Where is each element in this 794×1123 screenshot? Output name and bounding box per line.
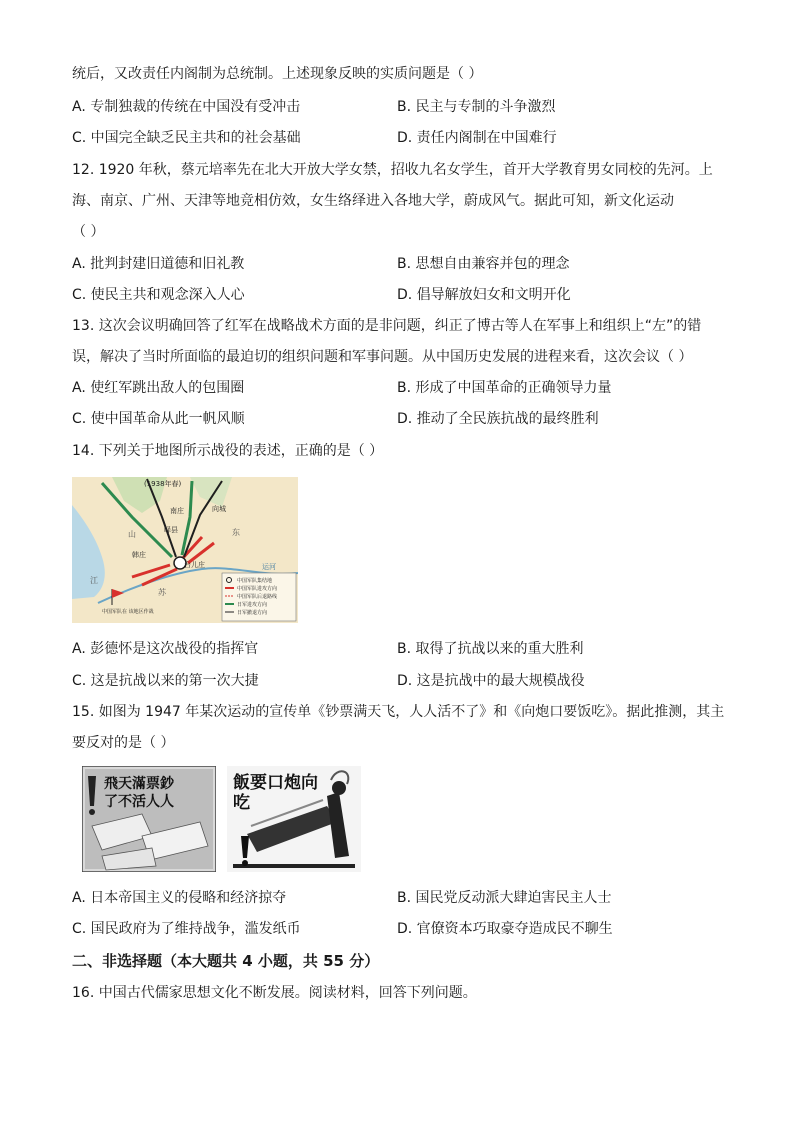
q14-option-b[interactable]: B. 取得了抗战以来的重大胜利 bbox=[397, 641, 584, 657]
map-label-hanzhuang: 韩庄 bbox=[132, 551, 146, 559]
poster1-title-line2: 了不活人人 bbox=[104, 794, 174, 810]
q15-stem-line1: 15. 如图为 1947 年某次运动的宣传单《钞票满天飞，人人活不了》和《向炮口要饭吃》。据此推测，其主 bbox=[72, 704, 725, 720]
map-year-label: (1938年春) bbox=[144, 480, 182, 488]
map-label-su: 苏 bbox=[158, 588, 166, 597]
q11-option-a[interactable]: A. 专制独裁的传统在中国没有受冲击 bbox=[72, 99, 301, 115]
q15-stem-line2: 要反对的是（ ） bbox=[72, 735, 175, 751]
map-flag-label: 中国军队在 该地区作战 bbox=[102, 609, 154, 615]
poster1-title-line1: 飛天滿票鈔 bbox=[104, 776, 174, 792]
q15-option-d[interactable]: D. 官僚资本巧取豪夺造成民不聊生 bbox=[397, 921, 613, 937]
q15-option-c[interactable]: C. 国民政府为了维持战争，滥发纸币 bbox=[72, 921, 301, 937]
map-label-taierzhuang: 台儿庄 bbox=[184, 561, 205, 569]
map-label-canal: 运河 bbox=[262, 563, 276, 571]
map-label-xiangcheng: 向城 bbox=[212, 505, 226, 513]
battle-map-svg bbox=[72, 477, 298, 623]
q15-option-a[interactable]: A. 日本帝国主义的侵略和经济掠夺 bbox=[72, 890, 287, 906]
q11-stem: 统后，又改责任内阁制为总统制。上述现象反映的实质问题是（ ） bbox=[72, 66, 483, 82]
legend-text-1: 中国军队集结地 bbox=[237, 578, 273, 584]
exclamation-dot-2 bbox=[242, 860, 248, 866]
q13-stem-line1: 13. 这次会议明确回答了红军在战略战术方面的是非问题，纠正了博古等人在军事上和组织上“左”的错 bbox=[72, 318, 702, 334]
q14-option-c[interactable]: C. 这是抗战以来的第一次大捷 bbox=[72, 673, 259, 689]
q12-stem-line1: 12. 1920 年秋，蔡元培率先在北大开放大学女禁，招收九名女学生，首开大学教育男女同校的先河。上 bbox=[72, 162, 713, 178]
legend-text-2: 中国军队进攻方向 bbox=[237, 586, 278, 592]
map-label-dong: 东 bbox=[232, 528, 240, 537]
q12-option-c[interactable]: C. 使民主共和观念深入人心 bbox=[72, 287, 245, 303]
q13-stem-line2: 误，解决了当时所面临的最迫切的组织问题和军事问题。从中国历史发展的进程来看，这次会议（ ） bbox=[72, 349, 693, 365]
battle-map bbox=[72, 477, 298, 623]
q12-option-d[interactable]: D. 倡导解放妇女和文明开化 bbox=[397, 287, 571, 303]
q13-option-d[interactable]: D. 推动了全民族抗战的最终胜利 bbox=[397, 411, 599, 427]
q12-stem-line2: 海、南京、广州、天津等地竞相仿效，女生络绎进入各地大学，蔚成风气。据此可知，新文化运动 bbox=[72, 193, 674, 209]
map-label-jiang: 江 bbox=[90, 576, 98, 585]
legend-text-5: 日军撤退方向 bbox=[237, 610, 268, 616]
q14-stem: 14. 下列关于地图所示战役的表述，正确的是（ ） bbox=[72, 443, 384, 459]
q13-option-a[interactable]: A. 使红军跳出敌人的包围圈 bbox=[72, 380, 245, 396]
legend-text-3: 中国军队后退路线 bbox=[237, 594, 278, 600]
q11-option-d[interactable]: D. 责任内阁制在中国难行 bbox=[397, 130, 557, 146]
poster2-title-line2: 吃 bbox=[233, 793, 250, 813]
poster2-title-line1: 飯要口炮向 bbox=[233, 773, 318, 793]
poster-cannon bbox=[227, 766, 361, 872]
exclamation-dot bbox=[89, 809, 95, 815]
q11-option-c[interactable]: C. 中国完全缺乏民主共和的社会基础 bbox=[72, 130, 301, 146]
map-label-nanzhuang: 南庄 bbox=[170, 507, 184, 515]
q13-option-c[interactable]: C. 使中国革命从此一帆风顺 bbox=[72, 411, 245, 427]
legend-text-4: 日军进攻方向 bbox=[237, 602, 268, 608]
poster-banknotes bbox=[82, 766, 216, 872]
q16-stem: 16. 中国古代儒家思想文化不断发展。阅读材料，回答下列问题。 bbox=[72, 985, 477, 1001]
q13-option-b[interactable]: B. 形成了中国革命的正确领导力量 bbox=[397, 380, 612, 396]
q12-option-a[interactable]: A. 批判封建旧道德和旧礼教 bbox=[72, 256, 245, 272]
q14-option-a[interactable]: A. 彭德怀是这次战役的指挥官 bbox=[72, 641, 259, 657]
figure-head bbox=[332, 781, 346, 795]
q15-option-b[interactable]: B. 国民党反动派大肆迫害民主人士 bbox=[397, 890, 612, 906]
poster-banknotes-svg bbox=[82, 766, 216, 872]
section2-heading: 二、非选择题（本大题共 4 小题，共 55 分） bbox=[72, 952, 380, 970]
q12-option-b[interactable]: B. 思想自由兼容并包的理念 bbox=[397, 256, 570, 272]
q12-stem-line3: （ ） bbox=[72, 224, 105, 240]
q11-option-b[interactable]: B. 民主与专制的斗争激烈 bbox=[397, 99, 556, 115]
q14-option-d[interactable]: D. 这是抗战中的最大规模战役 bbox=[397, 673, 585, 689]
poster-cannon-svg bbox=[227, 766, 361, 872]
map-label-yixian: 峄县 bbox=[164, 526, 178, 534]
map-label-shan: 山 bbox=[128, 530, 136, 539]
